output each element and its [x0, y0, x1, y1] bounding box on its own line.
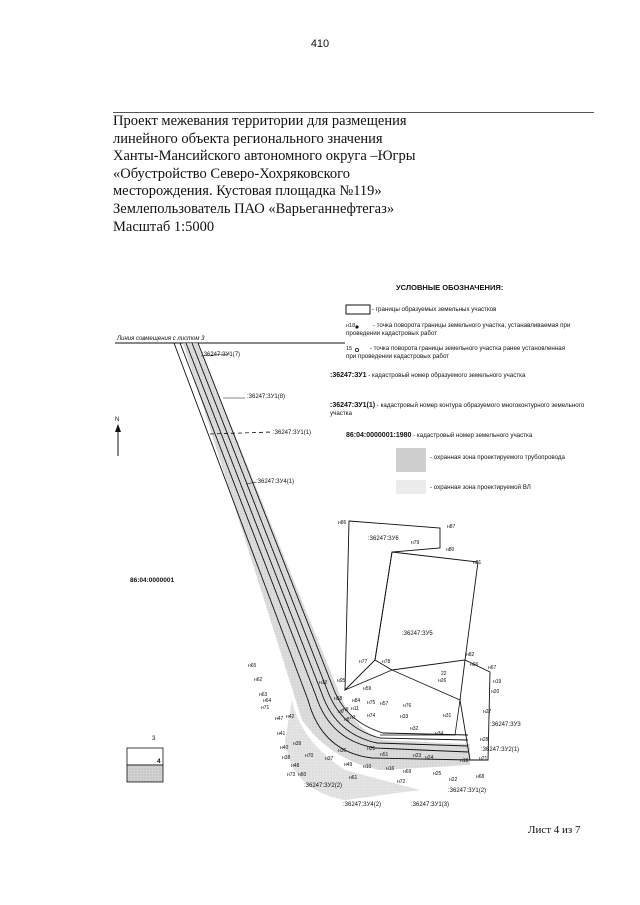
- parcel-label: :36247:ЗУ1(1): [273, 430, 312, 436]
- point-label: н95: [337, 678, 346, 684]
- legend-item-text: - точка поворота границы земельного участка ранее установленная при проведении кадастровых работ: [346, 345, 566, 360]
- point-label: н78: [382, 659, 391, 665]
- parcel-label: :36247:ЗУ5: [402, 631, 433, 637]
- point-label: н72: [397, 779, 406, 785]
- point-label: н12: [319, 680, 328, 686]
- point-label: н23: [413, 753, 422, 759]
- point-label: н59: [363, 686, 372, 692]
- point-label: н41: [277, 731, 286, 737]
- point-label: н47: [275, 716, 284, 722]
- point-label: н6: [338, 709, 344, 715]
- point-label: н79: [411, 540, 420, 546]
- legend-item-text: - охранная зона проектируемого трубопровода: [430, 454, 565, 461]
- point-label: н35: [367, 746, 376, 752]
- point-label: н39: [293, 741, 302, 747]
- parcel-label: :36247:ЗУ2(2): [304, 783, 343, 789]
- point-label: н73: [287, 772, 296, 778]
- parcel-label: :36247:ЗУ1(2): [448, 788, 487, 794]
- point-label: н57: [380, 701, 389, 707]
- point-label: н26: [438, 678, 447, 684]
- legend-item-text: - охранная зона проектируемой ВЛ: [430, 484, 531, 491]
- point-label: н33: [400, 714, 409, 720]
- combination-line-label: Линия совмещения с листом 3: [117, 336, 205, 342]
- inset-sheet-4: [127, 765, 163, 782]
- inset-label-4: 4: [157, 758, 161, 765]
- point-label: н67: [488, 665, 497, 671]
- legend-item-key: 15: [346, 346, 353, 352]
- point-label: н38: [282, 755, 291, 761]
- point-label: н80: [446, 547, 455, 553]
- point-label: н7: [350, 715, 356, 721]
- point-label: н49: [344, 762, 353, 768]
- point-label: н24: [425, 755, 434, 761]
- point-label: н69: [403, 769, 412, 775]
- point-label: н84: [352, 698, 361, 704]
- point-label: н9: [343, 707, 349, 713]
- parcel-label: :36247:ЗУ6: [368, 536, 399, 542]
- parcel-label: :36247:ЗУ4(1): [256, 479, 295, 485]
- point-label: н10: [363, 764, 372, 770]
- north-label: N: [115, 417, 120, 423]
- point-label: н27: [483, 709, 492, 715]
- parcel-label: :36247:ЗУ1(3): [411, 802, 450, 808]
- point-label: н77: [359, 659, 368, 665]
- point-label: н31: [443, 713, 452, 719]
- legend-heading: УСЛОВНЫЕ ОБОЗНАЧЕНИЯ:: [396, 283, 504, 292]
- point-label: н37: [325, 756, 334, 762]
- point-label: н75: [367, 700, 376, 706]
- point-label: н82: [466, 652, 475, 658]
- legend-item-text: - кадастровый номер образуемого земельного участка: [368, 372, 526, 379]
- point-label: н34: [435, 731, 444, 737]
- scale-line: Масштаб 1:5000: [113, 218, 215, 235]
- point-label: н74: [367, 713, 376, 719]
- point-label: н22: [449, 777, 458, 783]
- point-label: н25: [433, 771, 442, 777]
- point-label: н65: [248, 663, 257, 669]
- parcel-zu5: [375, 552, 478, 670]
- sheet-footer: Лист 4 из 7: [528, 824, 581, 836]
- title-line: «Обустройство Северо-Хохряковского: [113, 165, 350, 182]
- point-label: н70: [305, 753, 314, 759]
- point-label: н63: [259, 692, 268, 698]
- point-label: н16: [386, 766, 395, 772]
- point-label: н60: [298, 772, 307, 778]
- parcel-label: :36247:ЗУ2(1): [481, 747, 520, 753]
- parcel-label: :36247:ЗУ3: [490, 722, 521, 728]
- point-label: н76: [403, 703, 412, 709]
- point-label: н28: [480, 737, 489, 743]
- quarter-label: 86:04:0000001: [130, 577, 175, 584]
- title-line: месторождения. Кустовая площадка №119»: [113, 183, 382, 200]
- parcel-label: :36247:ЗУ1(7): [202, 352, 241, 358]
- parcel-label: :36247:ЗУ4(2): [343, 802, 382, 808]
- title-line: Землепользователь ПАО «Варьеганнефтегаз»: [113, 200, 395, 217]
- title-line: Проект межевания территории для размещения: [113, 113, 407, 129]
- point-label: н87: [447, 524, 456, 530]
- point-label: н71: [261, 705, 270, 711]
- point-label: н18: [460, 758, 469, 764]
- point-label: н19: [493, 679, 502, 685]
- point-label: н64: [263, 698, 272, 704]
- inset-label-3: 3: [152, 736, 156, 742]
- legend-item-text: - точка поворота границы земельного участка, устанавливаемая при проведении кадастровых работ: [346, 322, 571, 337]
- point-label: н32: [410, 726, 419, 732]
- legend-item-key: 86:04:0000001:1980: [346, 432, 412, 439]
- parcel-label: :36247:ЗУ1(8): [247, 394, 286, 400]
- point-label: н81: [473, 560, 482, 566]
- point-label: н21: [479, 756, 488, 762]
- point-label: н86: [338, 520, 347, 526]
- legend-item-key: :36247:ЗУ1: [330, 372, 367, 379]
- legend-item-text: - кадастровый номер контура образуемого многоконтурного земельного участка: [330, 402, 585, 417]
- title-line: линейного объекта регионального значения: [113, 130, 383, 147]
- title-line: Ханты-Мансийского автономного округа –Югры: [113, 148, 416, 165]
- point-label: н66: [470, 662, 479, 668]
- point-label: н42: [286, 714, 295, 720]
- point-label: н8: [344, 717, 350, 723]
- point-label: н61: [349, 775, 358, 781]
- legend-item-key: н18: [346, 323, 356, 329]
- legend-item-key: :36247:ЗУ1(1): [330, 402, 376, 409]
- point-label: н11: [351, 706, 359, 712]
- legend-item-text: - кадастровый номер земельного участка: [413, 432, 533, 439]
- point-label: н48: [291, 763, 300, 769]
- page-number: 410: [310, 38, 330, 50]
- point-label: н58: [334, 696, 343, 702]
- point-label: н36: [338, 748, 347, 754]
- point-label: н20: [491, 689, 500, 695]
- point-label: н68: [476, 774, 485, 780]
- point-label: н40: [280, 745, 289, 751]
- point-label: н62: [254, 677, 263, 683]
- point-label: 22: [441, 671, 447, 677]
- point-label: н51: [380, 752, 389, 758]
- legend-item-text: - границы образуемых земельных участков: [372, 306, 497, 313]
